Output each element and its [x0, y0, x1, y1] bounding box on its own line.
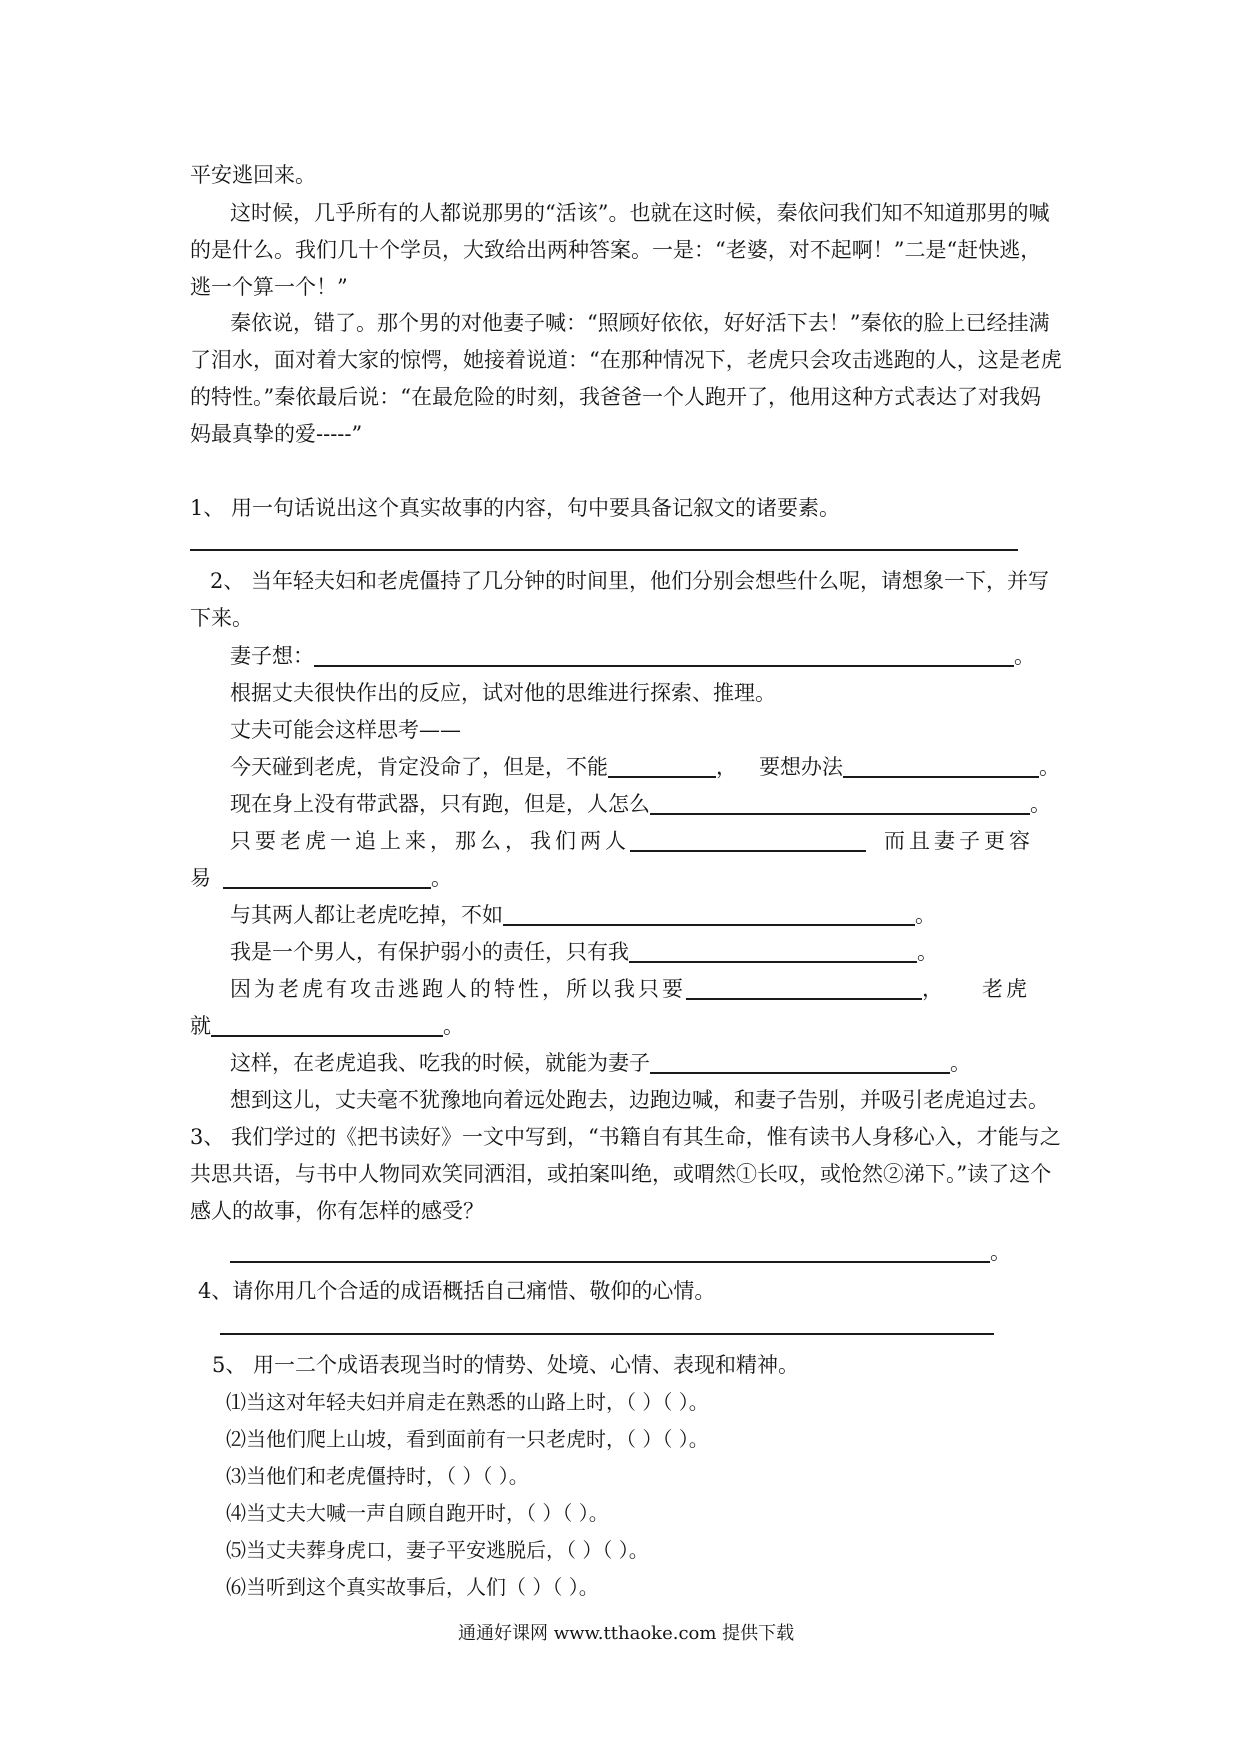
fill-blank[interactable] [650, 1052, 950, 1074]
story-line: 了泪水，面对着大家的惊愕，她接着说道：“在那种情况下，老虎只会攻击逃跑的人，这是老虎 [190, 348, 1062, 372]
husband-conclusion: 想到这儿，丈夫毫不犹豫地向着远处跑去，边跑边喊，和妻子告别，并吸引老虎追过去。 [230, 1088, 1049, 1112]
fill-text: 现在身上没有带武器，只有跑，但是，人怎么 [230, 792, 650, 816]
question-3-cont: 感人的故事，你有怎样的感受？ [190, 1199, 484, 1223]
story-line: 秦依说，错了。那个男的对他妻子喊：“照顾好依依，好好活下去！”秦依的脸上已经挂满 [230, 311, 1050, 335]
fill-text: 今天碰到老虎，肯定没命了，但是，不能 [230, 755, 608, 779]
story-line: 的是什么。我们几十个学员，大致给出两种答案。一是：“老婆，对不起啊！”二是“赶快逃， [190, 238, 1042, 262]
period: 。 [990, 1240, 1011, 1264]
wife-label: 妻子想： [230, 644, 314, 668]
fill-text: 而且妻子更容 [884, 829, 1034, 853]
period: 。 [1030, 792, 1051, 816]
fill-row-1 [230, 754, 1060, 780]
question-2: 2、 当年轻夫妇和老虎僵持了几分钟的时间里，他们分别会想些什么呢，请想象一下，并写 [210, 569, 1050, 593]
period: 。 [1014, 644, 1035, 668]
question-3: 3、 我们学过的《把书读好》一文中写到，“书籍自有其生命，惟有读书人身移心入，才能与之 [190, 1125, 1061, 1149]
fill-text: 就 [190, 1014, 211, 1038]
fill-text: 老虎 [982, 977, 1030, 1001]
fill-text: 我是一个男人，有保护弱小的责任，只有我 [230, 940, 629, 964]
question-2-cont: 下来。 [190, 606, 253, 630]
fill-blank[interactable] [211, 1015, 443, 1037]
fill-text: 与其两人都让老虎吃掉，不如 [230, 903, 503, 927]
fill-blank[interactable] [630, 830, 866, 852]
fill-row-5 [230, 939, 938, 965]
question-4: 4、请你用几个合适的成语概括自己痛惜、敬仰的心情。 [198, 1279, 716, 1303]
question-3-cont: 共思共语，与书中人物同欢笑同洒泪，或拍案叫绝，或喟然①长叹，或怆然②涕下。”读了这个 [190, 1162, 1052, 1186]
story-line: 逃一个算一个！” [190, 275, 348, 299]
question-5: 5、 用一二个成语表现当时的情势、处境、心情、表现和精神。 [212, 1353, 800, 1377]
fill-row-3 [230, 828, 1034, 854]
story-line: 妈最真挚的爱-----” [190, 422, 363, 446]
fill-blank[interactable] [843, 756, 1039, 778]
fill-row-6 [230, 976, 1030, 1002]
period: 。 [917, 940, 938, 964]
wife-thought-blank[interactable] [314, 645, 1014, 667]
fill-text: 因为老虎有攻击逃跑人的特性，所以我只要 [230, 977, 686, 1001]
husband-intro: 根据丈夫很快作出的反应，试对他的思维进行探索、推理。 [230, 681, 776, 705]
fill-blank[interactable] [503, 904, 915, 926]
fill-row-7 [230, 1050, 971, 1076]
q5-item-2[interactable]: ⑵当他们爬上山坡，看到面前有一只老虎时，（ ）（ ）。 [226, 1427, 709, 1451]
comma: ， [716, 755, 737, 779]
q5-item-3[interactable]: ⑶当他们和老虎僵持时，（ ）（ ）。 [226, 1464, 529, 1488]
q5-item-4[interactable]: ⑷当丈夫大喊一声自顾自跑开时，（ ）（ ）。 [226, 1501, 609, 1525]
fill-text: 只要老虎一追上来，那么，我们两人 [230, 829, 630, 853]
answer-line-q4[interactable] [220, 1333, 994, 1335]
answer-row-q3 [230, 1239, 1011, 1265]
fill-text: 易 [190, 866, 211, 890]
fill-row-4 [230, 902, 936, 928]
answer-line-q3[interactable] [230, 1241, 990, 1263]
period: 。 [915, 903, 936, 927]
q5-item-5[interactable]: ⑸当丈夫葬身虎口，妻子平安逃脱后，（ ）（ ）。 [226, 1538, 649, 1562]
fill-row-2 [230, 791, 1051, 817]
fill-row-6-cont [190, 1013, 464, 1039]
fill-text: 这样，在老虎追我、吃我的时候，就能为妻子 [230, 1051, 650, 1075]
period: 。 [443, 1014, 464, 1038]
wife-thought-row [230, 643, 1035, 669]
fill-row-3-cont [190, 865, 452, 891]
answer-line-q1[interactable] [190, 549, 1018, 551]
period: 。 [950, 1051, 971, 1075]
q5-item-6[interactable]: ⑹当听到这个真实故事后，人们（ ）（ ）。 [226, 1575, 599, 1599]
footer-credit: 通通好课网 www.tthaoke.com 提供下载 [458, 1623, 795, 1644]
fill-blank[interactable] [650, 793, 1030, 815]
story-line: 平安逃回来。 [190, 163, 316, 187]
fill-blank[interactable] [223, 867, 431, 889]
period: 。 [1039, 755, 1060, 779]
story-line: 这时候，几乎所有的人都说那男的“活该”。也就在这时候，秦依问我们知不知道那男的喊 [230, 201, 1050, 225]
q5-item-1[interactable]: ⑴当这对年轻夫妇并肩走在熟悉的山路上时，（ ）（ ）。 [226, 1390, 709, 1414]
question-1: 1、 用一句话说出这个真实故事的内容，句中要具备记叙文的诸要素。 [190, 496, 841, 520]
story-line: 的特性。”秦依最后说：“在最危险的时刻，我爸爸一个人跑开了，他用这种方式表达了对我妈 [190, 385, 1041, 409]
fill-blank[interactable] [686, 978, 922, 1000]
fill-blank[interactable] [608, 756, 716, 778]
husband-think: 丈夫可能会这样思考—— [230, 718, 461, 742]
comma: ， [922, 977, 946, 1001]
fill-text: 要想办法 [759, 755, 843, 779]
fill-blank[interactable] [629, 941, 917, 963]
period: 。 [431, 866, 452, 890]
